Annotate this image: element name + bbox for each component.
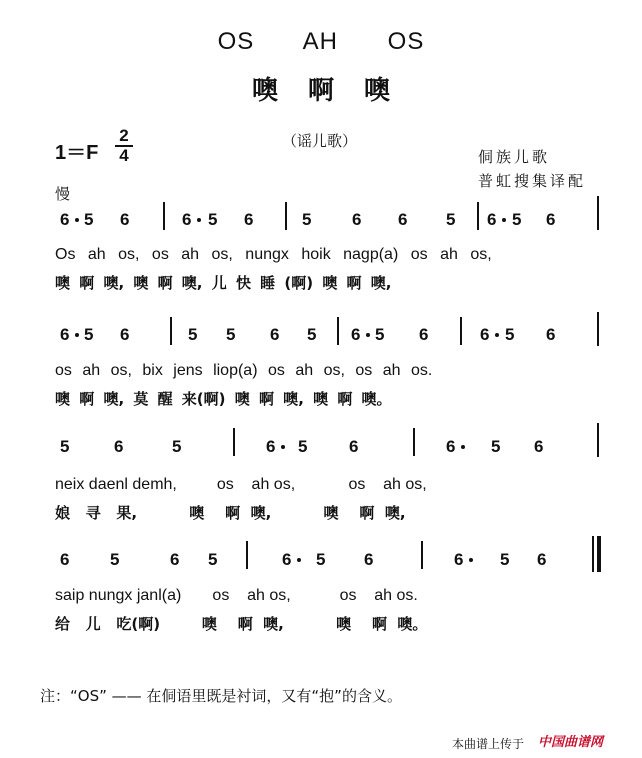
note: 6	[537, 550, 547, 569]
note: 6	[60, 210, 70, 229]
title-english: OS AH OS	[217, 28, 425, 55]
barline	[477, 202, 479, 230]
note: 5	[110, 550, 120, 569]
note: 6	[454, 550, 464, 569]
lyrics-chinese-line-4: 给 儿 吃(啊) 噢 啊 噢, 噢 啊 噢。	[55, 615, 428, 633]
barline	[337, 317, 339, 345]
note: 5	[302, 210, 312, 229]
barline	[597, 423, 599, 457]
note: 6	[182, 210, 192, 229]
lyrics-chinese-line-3: 娘 寻 果, 噢 啊 噢, 噢 啊 噢,	[55, 504, 406, 522]
note: 6	[487, 210, 497, 229]
dot	[495, 333, 499, 337]
note: 5	[491, 437, 501, 456]
barline	[163, 202, 165, 230]
note: 5	[226, 325, 236, 344]
tempo-marking: 慢	[55, 185, 71, 203]
note: 5	[500, 550, 510, 569]
barline	[170, 317, 172, 345]
dot	[75, 218, 79, 222]
note: 6	[534, 437, 544, 456]
note: 6	[349, 437, 359, 456]
final-barline-thick	[597, 536, 601, 572]
note: 5	[60, 437, 70, 456]
barline	[233, 428, 235, 456]
note: 6	[120, 210, 130, 229]
barline	[597, 312, 599, 346]
title-chinese: 噢啊噢	[251, 76, 420, 106]
note: 5	[505, 325, 515, 344]
note: 6	[114, 437, 124, 456]
lyrics-chinese-line-1: 噢 啊 噢, 噢 啊 噢, 儿 快 睡 (啊) 噢 啊 噢,	[55, 274, 392, 292]
time-signature-bottom: 4	[119, 146, 129, 165]
note: 6	[546, 210, 556, 229]
dot	[366, 333, 370, 337]
note: 6	[170, 550, 180, 569]
note: 6	[60, 550, 70, 569]
barline	[413, 428, 415, 456]
dot	[197, 218, 201, 222]
note: 5	[375, 325, 385, 344]
note: 5	[512, 210, 522, 229]
lyrics-english-line-3: neix daenl demh, os ah os, os ah os,	[55, 476, 427, 493]
note: 5	[298, 437, 308, 456]
footnote: 注：“OS” —— 在侗语里既是衬词，又有“抱”的含义。	[40, 687, 402, 705]
dot	[281, 445, 285, 449]
credit-line-1: 侗族儿歌	[478, 148, 551, 166]
credit-line-2: 普虹搜集译配	[478, 172, 587, 190]
dot	[469, 558, 473, 562]
note: 6	[419, 325, 429, 344]
site-logo[interactable]: 中国曲谱网	[538, 735, 604, 750]
barline	[597, 196, 599, 230]
note: 6	[398, 210, 408, 229]
dot	[502, 218, 506, 222]
barline	[460, 317, 462, 345]
note: 5	[208, 550, 218, 569]
dot	[297, 558, 301, 562]
final-barline-thin	[592, 536, 594, 572]
lyrics-english-line-1: Os ah os, os ah os, nungx hoik nagp(a) os ah os,	[55, 246, 492, 263]
note: 5	[446, 210, 456, 229]
note: 5	[307, 325, 317, 344]
barline	[246, 541, 248, 569]
note: 5	[208, 210, 218, 229]
note: 5	[84, 210, 94, 229]
note: 6	[60, 325, 70, 344]
note: 6	[244, 210, 254, 229]
note: 6	[282, 550, 292, 569]
note: 5	[188, 325, 198, 344]
lyrics-english-line-4: saip nungx janl(a) os ah os, os ah os.	[55, 587, 418, 604]
note: 6	[352, 210, 362, 229]
barline	[421, 541, 423, 569]
time-signature-top: 2	[119, 126, 129, 145]
lyrics-chinese-line-2: 噢 啊 噢, 莫 醒 来(啊) 噢 啊 噢, 噢 啊 噢。	[55, 390, 392, 408]
note: 6	[270, 325, 280, 344]
note: 6	[446, 437, 456, 456]
genre-label: （谣儿歌）	[282, 132, 358, 150]
note: 6	[364, 550, 374, 569]
note: 6	[351, 325, 361, 344]
lyrics-english-line-2: os ah os, bix jens liop(a) os ah os, os ah os.	[55, 362, 433, 379]
dot	[75, 333, 79, 337]
barline	[285, 202, 287, 230]
note: 6	[546, 325, 556, 344]
note: 6	[120, 325, 130, 344]
note: 6	[266, 437, 276, 456]
note: 5	[316, 550, 326, 569]
key-signature: 1＝F	[55, 142, 99, 164]
time-signature	[115, 128, 133, 164]
dot	[461, 445, 465, 449]
note: 5	[172, 437, 182, 456]
note: 6	[480, 325, 490, 344]
note: 5	[84, 325, 94, 344]
footer-text: 本曲谱上传于	[452, 737, 525, 751]
